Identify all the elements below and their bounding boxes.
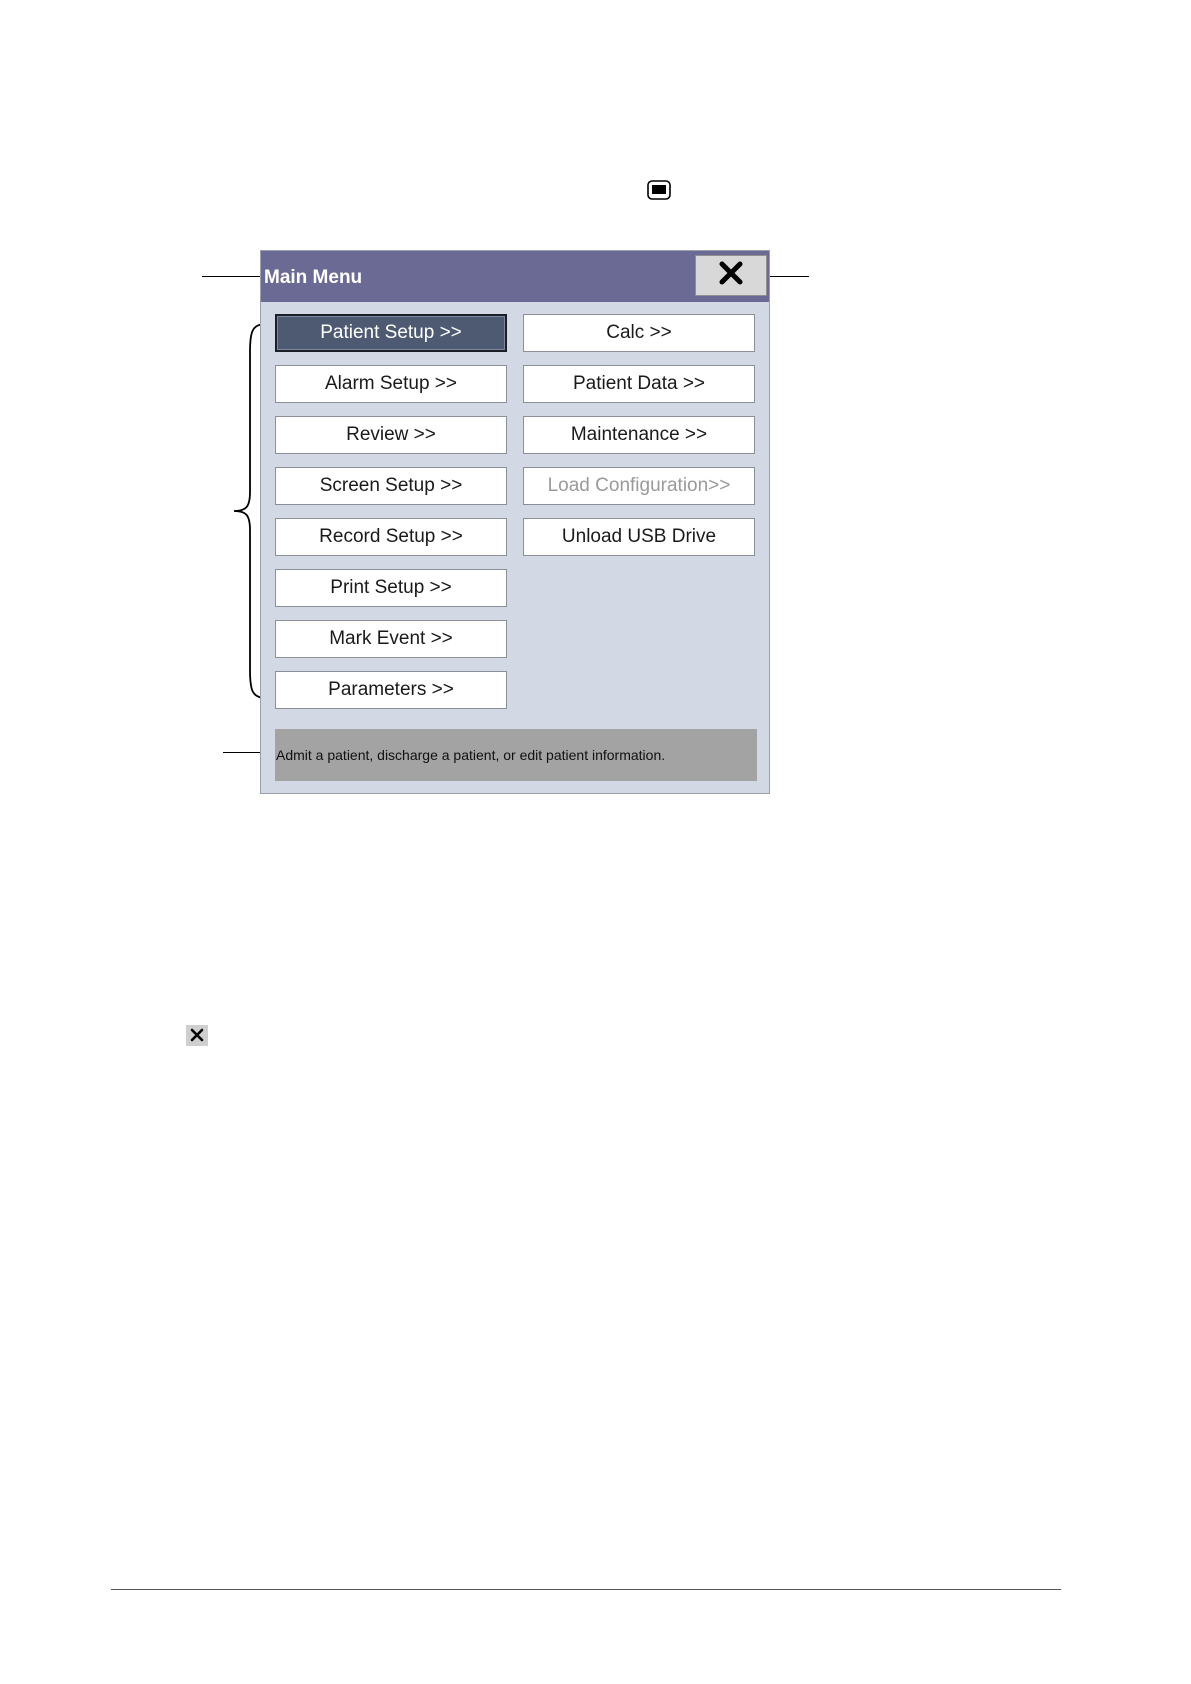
parameters-button[interactable]: Parameters >>: [275, 671, 507, 709]
dialog-title-bar: [261, 251, 769, 302]
review-button[interactable]: Review >>: [275, 416, 507, 454]
patient-setup-button[interactable]: Patient Setup >>: [275, 314, 507, 352]
close-button[interactable]: [695, 255, 767, 296]
close-icon: [186, 1025, 208, 1046]
help-bar: [275, 729, 757, 781]
print-setup-button[interactable]: Print Setup >>: [275, 569, 507, 607]
help-text: Admit a patient, discharge a patient, or edit patient information.: [276, 747, 666, 763]
record-setup-button[interactable]: Record Setup >>: [275, 518, 507, 556]
dialog-title: Main Menu: [264, 267, 363, 288]
maintenance-button[interactable]: Maintenance >>: [523, 416, 755, 454]
monitor-icon: [647, 180, 671, 200]
title-callout-line: [202, 276, 262, 277]
mark-event-button[interactable]: Mark Event >>: [275, 620, 507, 658]
unload-usb-drive-button[interactable]: Unload USB Drive: [523, 518, 755, 556]
main-menu-dialog: [260, 250, 770, 794]
patient-data-button[interactable]: Patient Data >>: [523, 365, 755, 403]
footer-rule: [111, 1589, 1061, 1590]
screen-setup-button[interactable]: Screen Setup >>: [275, 467, 507, 505]
load-configuration-button[interactable]: Load Configuration>>: [523, 467, 755, 505]
calc-button[interactable]: Calc >>: [523, 314, 755, 352]
alarm-setup-button[interactable]: Alarm Setup >>: [275, 365, 507, 403]
close-icon: [718, 260, 744, 291]
